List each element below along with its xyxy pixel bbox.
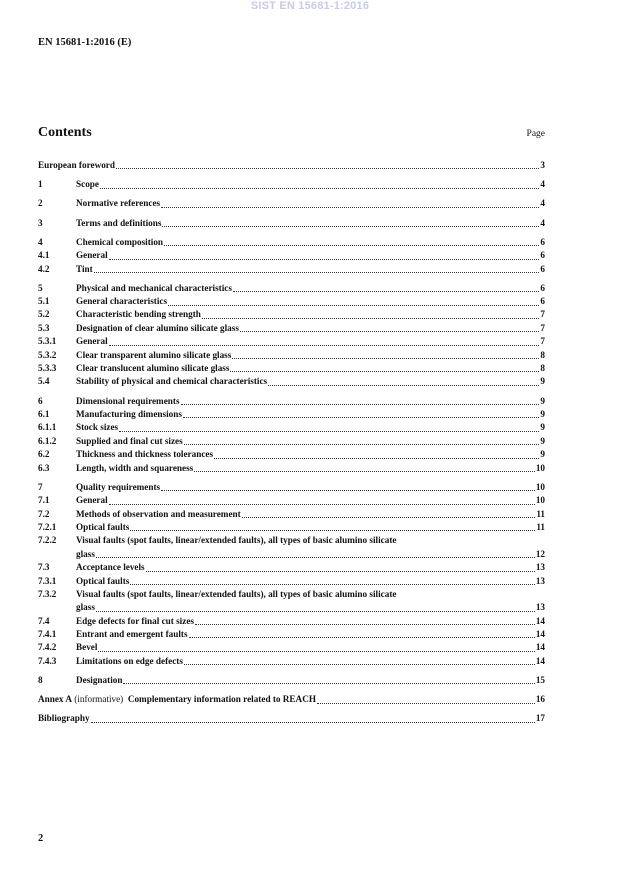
toc-entry-title: Designation of clear alumino silicate glass [76, 322, 239, 333]
leader-dots [189, 637, 535, 638]
toc-entry-number: 6.2 [38, 449, 50, 460]
toc-entry-title: Physical and mechanical characteristics [76, 282, 232, 293]
toc-entry[interactable] [38, 335, 545, 348]
leader-dots [214, 458, 539, 459]
toc-entry[interactable] [38, 295, 545, 308]
toc-entry-number: 7.1 [38, 495, 50, 506]
toc-entry-wrapped-title [76, 534, 545, 561]
toc-entry-number: 8 [38, 675, 43, 686]
toc-entry-title: Dimensional requirements [76, 395, 180, 406]
leader-dots [130, 530, 535, 531]
toc-entry[interactable] [38, 481, 545, 494]
toc-entry[interactable] [38, 521, 545, 534]
toc-entry-page: 11 [536, 521, 545, 532]
toc-entry-number: 6.3 [38, 462, 50, 473]
toc-entry-title: Thickness and thickness tolerances [76, 449, 214, 460]
leader-dots [168, 305, 539, 306]
leader-dots [123, 683, 534, 684]
toc-entry-title-continuation-line [76, 548, 545, 561]
leader-dots [268, 385, 539, 386]
toc-entry-title: Chemical composition [76, 236, 164, 247]
toc-entry-title: Visual faults (spot faults, linear/extended faults), all types of basic alumino silicate [76, 588, 397, 599]
toc-entry-title-continuation: glass [76, 602, 95, 613]
toc-entry-number: 1 [38, 179, 43, 190]
toc-entry[interactable] [38, 693, 545, 706]
toc-entry-number: 7.2.2 [38, 535, 57, 546]
toc-entry-page: 17 [535, 713, 545, 724]
toc-entry-page: 9 [540, 449, 545, 460]
toc-entry-page: 14 [535, 629, 545, 640]
toc-entry-page: 14 [535, 642, 545, 653]
toc-entry-page: 6 [540, 250, 545, 261]
toc-entry-number: 4.2 [38, 263, 50, 274]
toc-entry-title: Characteristic bending strength [76, 309, 201, 320]
toc-entry-number: 5 [38, 282, 43, 293]
toc-entry-number: 7.4.1 [38, 629, 57, 640]
toc-entry-page: 6 [540, 296, 545, 307]
toc-entry-number: 6.1.1 [38, 422, 57, 433]
toc-entry-page: 9 [540, 395, 545, 406]
toc-entry-page: 13 [535, 602, 545, 613]
toc-entry[interactable] [38, 322, 545, 335]
toc-entry-title: Methods of observation and measurement [76, 508, 241, 519]
leader-dots [98, 651, 534, 652]
leader-dots [194, 471, 535, 472]
leader-dots [232, 358, 539, 359]
toc-entry[interactable] [38, 249, 545, 262]
toc-entry-title: Optical faults [76, 521, 130, 532]
toc-entry-title: General [76, 250, 108, 261]
toc-entry[interactable] [38, 178, 545, 191]
toc-entry-page: 11 [536, 508, 545, 519]
page-column-label: Page [526, 129, 545, 139]
toc-entry[interactable] [38, 217, 545, 230]
leader-dots [181, 404, 540, 405]
toc-entry-page: 10 [535, 462, 545, 473]
toc-entry-number: 4 [38, 236, 43, 247]
watermark: SIST EN 15681-1:2016 [250, 0, 370, 12]
toc-entry[interactable] [38, 462, 545, 475]
toc-entry[interactable] [38, 263, 545, 276]
toc-entry-number: 7.4.2 [38, 642, 57, 653]
toc-entry[interactable] [38, 236, 545, 249]
toc-entry-title: Stability of physical and chemical characteristics [76, 376, 268, 387]
toc-entry-page: 7 [540, 322, 545, 333]
toc-entry-page: 15 [535, 675, 545, 686]
toc-entry-title: Clear transparent alumino silicate glass [76, 349, 232, 360]
toc-entry-title: Bibliography [38, 713, 90, 724]
leader-dots [242, 517, 536, 518]
toc-entry-number: 3 [38, 217, 43, 228]
leader-dots [119, 431, 539, 432]
leader-dots [161, 207, 539, 208]
toc-entry[interactable] [38, 159, 545, 172]
toc-entry-title: Entrant and emergent faults [76, 629, 188, 640]
toc-entry[interactable] [38, 435, 545, 448]
toc-entry-number: 5.3.2 [38, 349, 57, 360]
toc-entry-title: Scope [76, 179, 99, 190]
toc-entry[interactable] [38, 375, 545, 388]
toc-entry[interactable] [38, 628, 545, 641]
toc-entry-number: 5.3.1 [38, 336, 57, 347]
toc-entry-annex-type: (informative) [71, 694, 126, 705]
toc-entry[interactable] [38, 421, 545, 434]
toc-entry-page: 13 [535, 562, 545, 573]
toc-entry-number: 5.1 [38, 296, 50, 307]
leader-dots [161, 490, 535, 491]
toc-entry-title: Designation [76, 675, 123, 686]
toc-entry-title: General characteristics [76, 296, 168, 307]
leader-dots [162, 226, 539, 227]
toc-entry-title: Quality requirements [76, 481, 161, 492]
toc-entry-title-continuation: glass [76, 548, 95, 559]
toc-entry-page: 6 [540, 282, 545, 293]
toc-entry-number: 6 [38, 395, 43, 406]
toc-entry-title: Visual faults (spot faults, linear/extended faults), all types of basic alumino silicate [76, 535, 397, 546]
toc-entry-page: 14 [535, 655, 545, 666]
toc-entry-title: Optical faults [76, 575, 130, 586]
toc-entry-number: 6.1.2 [38, 435, 57, 446]
toc-entry-page: 7 [540, 336, 545, 347]
toc-entry[interactable] [38, 309, 545, 322]
toc-entry-page: 4 [540, 217, 545, 228]
toc-entry-page: 13 [535, 575, 545, 586]
toc-entry[interactable] [38, 641, 545, 654]
toc-entry-title: Supplied and final cut sizes [76, 435, 183, 446]
toc-entry-title: Clear translucent alumino silicate glass [76, 363, 230, 374]
toc-entry[interactable] [38, 349, 545, 362]
toc-entry[interactable] [38, 615, 545, 628]
toc-entry-number: 7.3.2 [38, 588, 57, 599]
toc-entry-page: 7 [540, 309, 545, 320]
leader-dots [94, 272, 540, 273]
leader-dots [183, 417, 539, 418]
toc-entry-page: 4 [540, 198, 545, 209]
toc-entry-title: Terms and definitions [76, 217, 162, 228]
toc-entry-number: 5.3 [38, 322, 50, 333]
toc-entry-number: 7.2 [38, 508, 50, 519]
toc-entry[interactable] [38, 575, 545, 588]
toc-entry-title: Manufacturing dimensions [76, 409, 182, 420]
leader-dots [184, 664, 535, 665]
toc-entry-number: 7 [38, 481, 43, 492]
toc-entry-number: 6.1 [38, 409, 50, 420]
toc-entry-title: Limitations on edge defects [76, 655, 183, 666]
toc-entry-title: Stock sizes [76, 422, 119, 433]
toc-entry[interactable] [38, 712, 545, 725]
toc-entry-number: 2 [38, 198, 43, 209]
leader-dots [96, 611, 535, 612]
toc-entry-number: 7.2.1 [38, 521, 57, 532]
document-id: EN 15681-1:2016 (E) [38, 37, 132, 48]
toc-entry-page: 14 [535, 615, 545, 626]
toc-entry-number: 7.4.3 [38, 655, 57, 666]
toc-entry-wrapped-title [76, 588, 545, 615]
table-of-contents [38, 159, 545, 726]
toc-entry-number: 7.3.1 [38, 575, 57, 586]
page-number: 2 [38, 833, 44, 844]
toc-entry[interactable] [38, 408, 545, 421]
toc-entry[interactable] [38, 561, 545, 574]
toc-entry-page: 9 [540, 435, 545, 446]
toc-entry-number: 7.4 [38, 615, 50, 626]
toc-entry[interactable] [38, 282, 545, 295]
toc-entry-page: 4 [540, 179, 545, 190]
toc-entry[interactable] [38, 508, 545, 521]
toc-entry-page: 6 [540, 263, 545, 274]
leader-dots [91, 722, 535, 723]
leader-dots [195, 624, 535, 625]
toc-entry-title: General [76, 336, 108, 347]
leader-dots [230, 371, 539, 372]
toc-entry-number: 7.3 [38, 562, 50, 573]
toc-entry-page: 10 [535, 481, 545, 492]
toc-entry[interactable] [38, 197, 545, 210]
toc-entry-page: 10 [535, 495, 545, 506]
toc-entry-title: Length, width and squareness [76, 462, 194, 473]
leader-dots [109, 345, 540, 346]
toc-entry-number: 5.2 [38, 309, 50, 320]
toc-entry-title: Edge defects for final cut sizes [76, 615, 194, 626]
toc-entry-annex-title: Complementary information related to REACH [125, 694, 316, 705]
leader-dots [164, 245, 539, 246]
leader-dots [184, 444, 540, 445]
leader-dots [130, 584, 534, 585]
toc-entry-title: Annex A [38, 694, 72, 705]
toc-entry[interactable] [38, 494, 545, 507]
leader-dots [96, 557, 535, 558]
toc-entry[interactable] [38, 588, 545, 615]
leader-dots [109, 504, 535, 505]
leader-dots [146, 571, 535, 572]
toc-entry[interactable] [38, 655, 545, 668]
toc-entry-page: 8 [540, 363, 545, 374]
toc-entry-page: 9 [540, 376, 545, 387]
leader-dots [109, 259, 540, 260]
toc-entry-title: Acceptance levels [76, 562, 145, 573]
toc-entry[interactable] [38, 448, 545, 461]
toc-entry-title-continuation-line [76, 601, 545, 614]
toc-entry[interactable] [38, 534, 545, 561]
toc-entry[interactable] [38, 395, 545, 408]
toc-entry-page: 8 [540, 349, 545, 360]
toc-entry-page: 9 [540, 422, 545, 433]
leader-dots [317, 703, 535, 704]
leader-dots [116, 168, 539, 169]
toc-entry-page: 16 [535, 694, 545, 705]
leader-dots [240, 331, 540, 332]
toc-entry[interactable] [38, 674, 545, 687]
leader-dots [233, 291, 539, 292]
toc-entry-page: 3 [540, 159, 545, 170]
toc-entry-title: Tint [76, 263, 93, 274]
leader-dots [202, 318, 540, 319]
toc-entry-number: 5.3.3 [38, 363, 57, 374]
toc-entry-title: European foreword [38, 159, 115, 170]
toc-entry-page: 12 [535, 548, 545, 559]
contents-title: Contents [38, 125, 92, 140]
toc-entry-title: General [76, 495, 108, 506]
leader-dots [100, 188, 539, 189]
toc-entry-number: 4.1 [38, 250, 50, 261]
toc-entry[interactable] [38, 362, 545, 375]
toc-entry-title: Bevel [76, 642, 98, 653]
toc-entry-page: 6 [540, 236, 545, 247]
toc-entry-number: 5.4 [38, 376, 50, 387]
toc-entry-title: Normative references [76, 198, 161, 209]
toc-entry-page: 9 [540, 409, 545, 420]
